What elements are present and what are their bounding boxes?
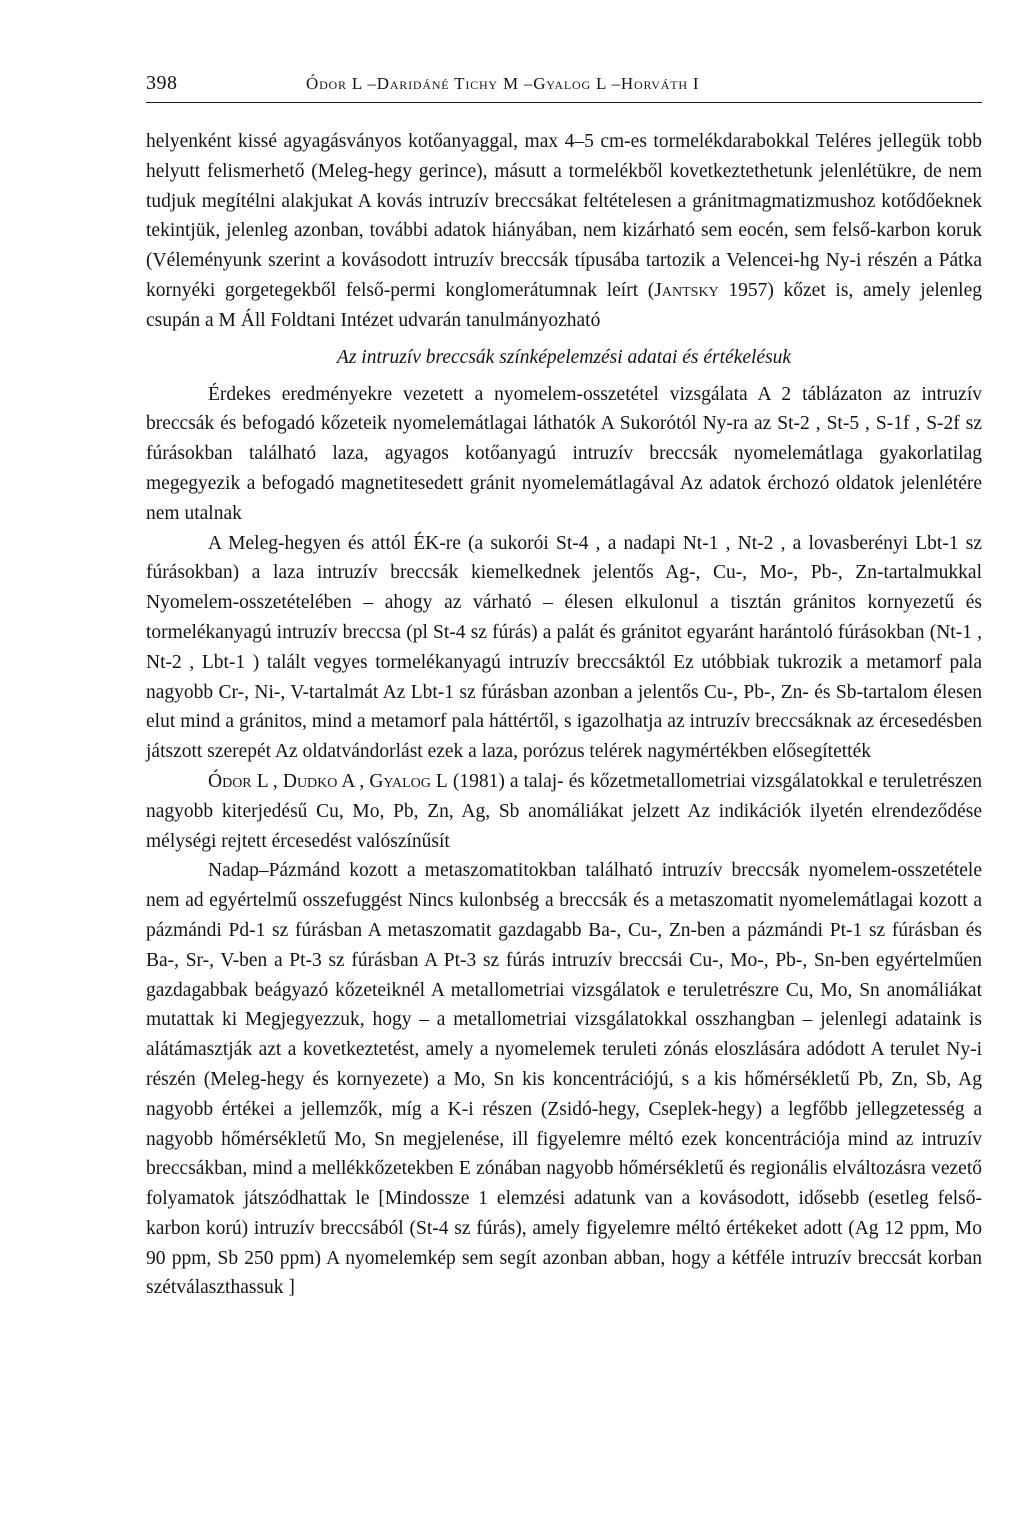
paragraph-5: Nadap–Pázmánd kozott a metaszomatitokban található intruzív breccsák nyomelem-osszetétele nem ad egyértelmű osszefuggést Nincs kulonbség a breccsák és a metaszomatit nyomelemátlagai kozott a pázmándi Pd-1 sz fúrásban A metaszomatit gazdagabb Ba-, Cu-, Zn-ben a pázmándi Pt-1 sz fúrásban és Ba-, Sr-, V-ben a Pt-3 sz fúrásban A Pt-3 sz fúrás intruzív breccsái Cu-, Mo-, Pb-, Sn-ben egyértelműen gazdagabbak beágyazó kőzeteiknél A metallometriai vizsgálatok e teruletrészre Cu, Mo, Sn anomáliákat mutattak ki Megjegyezzuk, hogy – a metallometriai vizsgálatokkal osszhangban – jelenlegi adataink is alátámasztják azt a kovetkeztetést, amely a nyomelemek teruleti zónás eloszlására adódott A terulet Ny-i részén (Meleg-hegy és kornyezete) a Mo, Sn kis koncentrációjú, s a kis hőmérsékletű Pb, Zn, Sb, Ag nagyobb értékei a jellemzők, míg a K-i részen (Zsidó-hegy, Cseplek-hegy) a legfőbb jellegzetesség a nagyobb hőmérsékletű Mo, Sn megjelenése, ill figyelemre méltó ezek koncentrációja mind az intruzív breccsákban, mind a mellékkőzetekben E zónában nagyobb hőmérsékletű és regionális elváltozásra vezető folyamatok játszódhattak le [Mindossze 1 elemzési adatunk van a kovásodott, idősebb (esetleg felső-karbon korú) intruzív breccsából (St-4 sz fúrás), amely figyelemre méltó értékeket adott (Ag 12 ppm, Mo 90 ppm, Sb 250 ppm) A nyomelemkép sem segít azonban abban, hogy a kétféle intruzív breccsát korban szétválaszthassuk ] [146, 860, 982, 1299]
citation-authors: Ódor L , Dudko A , Gyalog L [208, 770, 448, 792]
citation-jantsky: Jantsky [654, 279, 719, 301]
paragraph-1 [146, 127, 982, 336]
paragraph-2: Érdekes eredményekre vezetett a nyomelem-osszetétel vizsgálata A 2 táblázaton az intruzív breccsák és befogadó kőzeteik nyomelemátlagai láthatók A Sukorótól Ny-ra az St-2 , St-5 , S-1f , S-2f sz fúrásokban található laza, agyagos kotőanyagú intruzív breccsák nyomelemátlaga gyakorlatilag megegyezik a befogadó magnetitesedett gránit nyomelemátlagával Az adatok érchozó oldatok jelenlétére nem utalnak [146, 383, 982, 524]
page-number: 398 [146, 72, 178, 94]
article-body [146, 127, 982, 1303]
paragraph-1-text: helyenként kissé agyagásványos kotőanyaggal, max 4–5 cm-es tormelékdarabokkal Teléres jellegük tobb helyutt felismerhető (Meleg-hegy gerince), másutt a tormelékből kovetkeztethetunk jelenlétükre, de nem tudjuk megítélni alakjukat A kovás intruzív breccsákat feltételesen a gránitmagmatizmushoz kotődőeknek tekintjük, jelenleg azonban, további adatok hiányában, nem kizárható sem eocén, sem felső-karbon koruk (Véleményunk szerint a kovásodott intruzív breccsák típusába tartozik a Velencei-hg Ny-i részén a Pátka kornyéki gorgetegekből felső-permi konglomerátumnak leírt ( [146, 131, 982, 301]
paragraph-1-end: 1957) kőzet is, amely jelenleg csupán a M Áll Foldtani Intézet udvarán tanulmányozható [146, 279, 983, 331]
paragraph-3: A Meleg-hegyen és attól ÉK-re (a sukorói St-4 , a nadapi Nt-1 , Nt-2 , a lovasberényi Lbt-1 sz fúrásokban) a laza intruzív breccsák kiemelkednek jelentős Ag-, Cu-, Mo-, Pb-, Zn-tartalmukkal Nyomelem-osszetételében – ahogy az várható – élesen elkulonul a tisztán gránitos kornyezetű és tormelékanyagú intruzív breccsa (pl St-4 sz fúrás) a palát és gránitot egyaránt harántoló fúrásokban (Nt-1 , Nt-2 , Lbt-1 ) talált vegyes tormelékanyagú intruzív breccsáktól Ez utóbbiak tukrozik a metamorf pala nagyobb Cr-, Ni-, V-tartalmát Az Lbt-1 sz fúrásban azonban a jelentős Cu-, Pb-, Zn- és Sb-tartalom élesen elut mind a gránitos, mind a metamorf pala háttértől, s igazolhatja az intruzív breccsáknak az ércesedésben játszott szerepét Az oldatvándorlást ezek a laza, porózus telérek nagymértékben elősegítették [146, 532, 982, 763]
page-header [146, 62, 982, 103]
page [146, 62, 982, 1303]
running-head: Ódor L –Daridáné Tichy M –Gyalog L –Horváth I [306, 74, 700, 93]
section-title: Az intruzív breccsák színképelemzési adatai és értékelésuk [336, 346, 792, 368]
paragraph-4 [146, 767, 982, 856]
paragraph-4-text: (1981) a talaj- és kőzetmetallometriai vizsgálatokkal e teruletrészen nagyobb kiterjedésű Cu, Mo, Pb, Zn, Ag, Sb anomáliákat jelzett Az indikációk ilyetén elrendeződése mélységi rejtett ércesedést valószínűsít [146, 770, 983, 852]
